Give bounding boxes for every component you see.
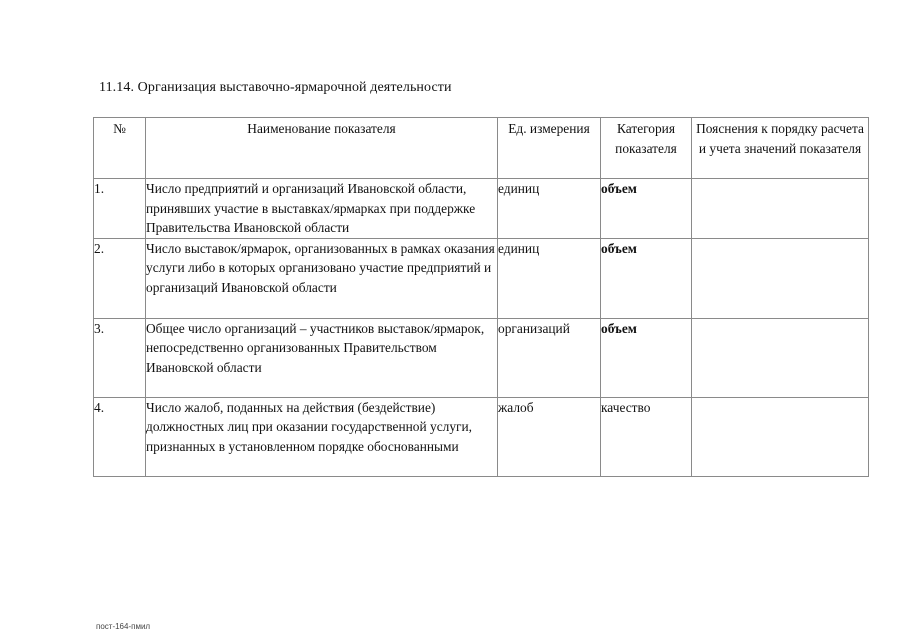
row-num: 1. bbox=[94, 179, 146, 239]
header-unit: Ед. измерения bbox=[498, 118, 601, 179]
row-category: качество bbox=[601, 397, 692, 476]
row-category: объем bbox=[601, 318, 692, 397]
header-category: Категория показателя bbox=[601, 118, 692, 179]
row-explanation bbox=[692, 238, 869, 318]
section-title: 11.14. Организация выставочно-ярмарочной деятельности bbox=[99, 80, 452, 95]
row-unit: организаций bbox=[498, 318, 601, 397]
header-explanation: Пояснения к порядку расчета и учета значений показателя bbox=[692, 118, 869, 179]
row-explanation bbox=[692, 318, 869, 397]
row-category: объем bbox=[601, 238, 692, 318]
row-name: Общее число организаций – участников выставок/ярмарок, непосредственно организованных Правительством Ивановской области bbox=[146, 318, 498, 397]
row-name: Число предприятий и организаций Ивановской области, принявших участие в выставках/ярмарках при поддержке Правительства Ивановской области bbox=[146, 179, 498, 239]
table-header-row bbox=[94, 118, 869, 179]
row-num: 4. bbox=[94, 397, 146, 476]
table-row bbox=[94, 238, 869, 318]
row-explanation bbox=[692, 179, 869, 239]
table-row bbox=[94, 318, 869, 397]
header-name: Наименование показателя bbox=[146, 118, 498, 179]
indicators-table bbox=[93, 117, 869, 477]
table-row bbox=[94, 179, 869, 239]
header-num: № bbox=[94, 118, 146, 179]
footer-file-mark: пост-164-пмил bbox=[96, 622, 151, 631]
table-row bbox=[94, 397, 869, 476]
row-category: объем bbox=[601, 179, 692, 239]
row-explanation bbox=[692, 397, 869, 476]
row-unit: единиц bbox=[498, 179, 601, 239]
row-name: Число жалоб, поданных на действия (бездействие) должностных лиц при оказании государственной услуги, признанных в установленном порядке обоснованными bbox=[146, 397, 498, 476]
row-num: 3. bbox=[94, 318, 146, 397]
row-unit: жалоб bbox=[498, 397, 601, 476]
row-unit: единиц bbox=[498, 238, 601, 318]
row-name: Число выставок/ярмарок, организованных в рамках оказания услуги либо в которых организовано участие предприятий и организаций Ивановской области bbox=[146, 238, 498, 318]
row-num: 2. bbox=[94, 238, 146, 318]
